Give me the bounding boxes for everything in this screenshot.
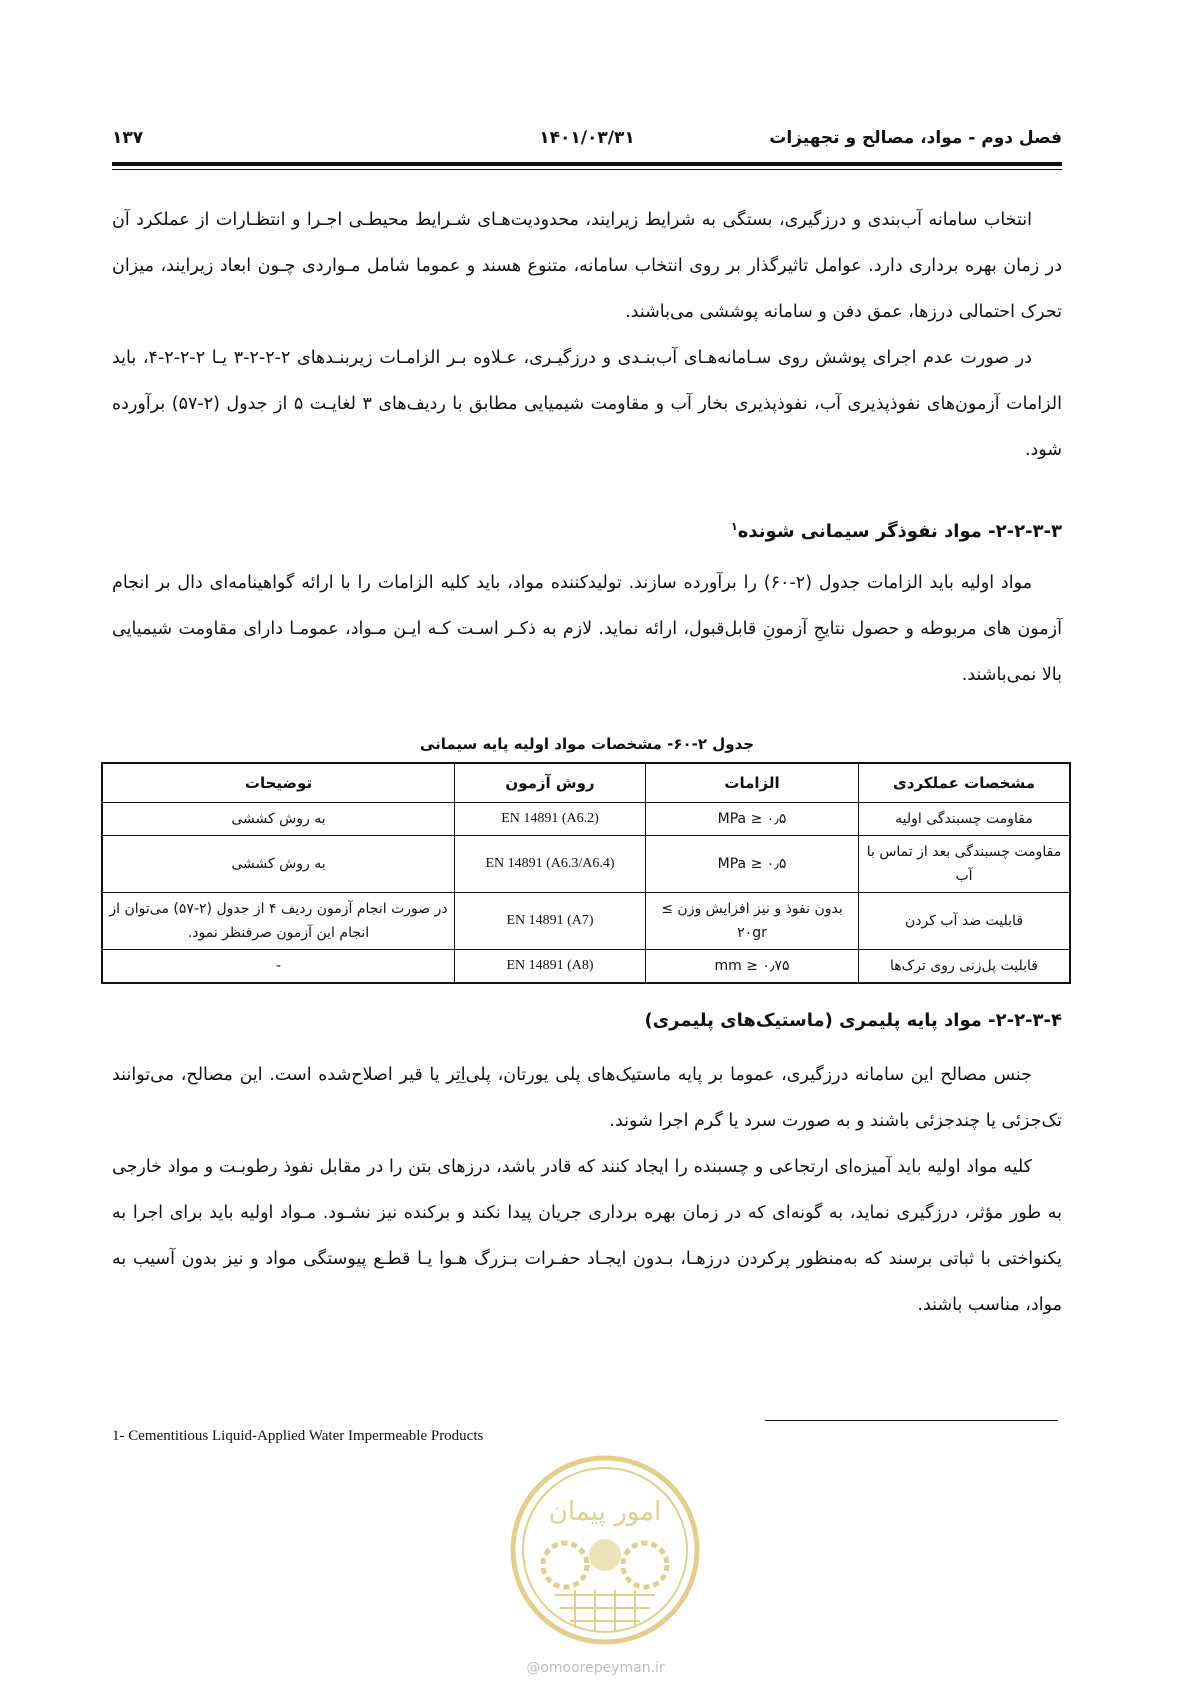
seal-logo [505,1450,705,1650]
cell-requirement: ۰٫۵ ≤ MPa [646,836,859,893]
cell-note: - [102,950,455,984]
header-method: روش آزمون [455,763,646,803]
table-row [102,836,1070,893]
intro-section [112,197,1062,473]
seal-text: امور پیمان [548,1497,662,1527]
section4-paragraph-2: کلیه مواد اولیه باید آمیزه‌ای ارتجاعی و چسبنده را ایجاد کنند که قادر باشد، درزهای بتن را در مقابل نفوذ رطوبـت و مواد خارجی به طور مؤثر، درزگیری نماید، به گونه‌ای که در زمان بهره برداری جریان پیدا نکند و برکنده نیز نشـود. مـواد اولیه باید برای اجرا به یکنواختی با ثباتی برسند که به‌منظور پرکردن درزهـا، بـدون ایجـاد حفـرات بـزرگ هـوا یـا قطـع پیوستگی مواد و نیز بدون آسیب به مواد، مناسب باشند. [112,1157,1062,1315]
cell-requirement: ۰٫۷۵ ≤ mm [646,950,859,984]
header-spec: مشخصات عملکردی [859,763,1071,803]
cell-spec: مقاومت چسبندگی بعد از تماس با آب [859,836,1071,893]
section3-body [112,560,1062,698]
cell-note: در صورت انجام آزمون ردیف ۴ از جدول (۲-۵۷) می‌توان از انجام این آزمون صرفنظر نمود. [102,893,455,950]
section3-paragraph: مواد اولیه باید الزامات جدول (۲-۶۰) را برآورده سازند. تولیدکننده مواد، باید کلیه الزامات را با ارائه گواهینامه‌ای دال بر انجام آزمون های مربوطه و حصول نتایجِ آزمونِ قابل‌قبول، ارائه نماید. لازم به ذکـر اسـت کـه ایـن مـواد، عمومـا دارای مقاومت شیمیایی بالا نمی‌باشند. [112,573,1062,685]
table-header-row [102,763,1070,803]
intro-paragraph-2: در صورت عدم اجرای پوشش روی سـامانه‌هـای آب‌بنـدی و درزگیـری، عـلاوه بـر الزامـات زیربنـدهای ۲-۲-۲-۳ یـا ۲-۲-۲-۴، باید الزامات آزمون‌های نفوذپذیری آب، نفوذپذیری بخار آب و مقاومت شیمیایی مطابق با ردیف‌های ۳ لغایـت ۵ از جدول (۲-۵۷) برآورده شود. [112,348,1063,460]
cell-spec: مقاومت چسبندگی اولیه [859,803,1071,836]
cell-spec: قابلیت ضد آب کردن [859,893,1071,950]
table-row [102,803,1070,836]
page-header [112,128,1062,156]
cell-note: به روش کششی [102,803,455,836]
watermark-text: @omoorepeyman.ir [526,1660,665,1676]
header-requirement: الزامات [646,763,859,803]
cell-note: به روش کششی [102,836,455,893]
header-rule-thick [112,162,1062,166]
header-date: ۱۴۰۱/۰۳/۳۱ [539,128,635,148]
cell-method: EN 14891 (A6.3/A6.4) [455,836,646,893]
section4-body [112,1052,1062,1328]
header-notes: توضیحات [102,763,455,803]
cell-spec: قابلیت پل‌زنی روی ترک‌ها [859,950,1071,984]
section4-paragraph-1: جنس مصالح این سامانه درزگیری، عموما بر پایه ماستیک‌های پلی یورتان، پلی‌اِتِر یا قیر اصلاح‌شده است. این مصالح، می‌توانند تک‌جزئی یا چندجزئی باشند و به صورت سرد یا گرم اجرا شوند. [112,1065,1062,1131]
section-title: ۲-۲-۳-۳- مواد نفوذگر سیمانی شونده [737,521,1062,542]
footnote-mark: ۱ [731,520,738,533]
cell-requirement: ۰٫۵ ≤ MPa [646,803,859,836]
table-caption: جدول ۲-۶۰- مشخصات مواد اولیه پایه سیمانی [419,735,755,753]
table-row [102,893,1070,950]
spec-table [101,762,1071,984]
intro-paragraph-1: انتخاب سامانه آب‌بندی و درزگیری، بستگی به شرایط زیرایند، محدودیت‌هـای شـرایط محیطـی اجـرا و انتظـارات از عملکرد آن در زمان بهره برداری دارد. عوامل تاثیرگذار بر روی انتخاب سامانه، متنوع هسند و عموما شامل مـواردی چـون ابعاد زیرایند، میزان تحرک احتمالی درزها، عمق دفن و سامانه پوششی می‌باشند. [112,210,1062,322]
footnote-text: 1- Cementitious Liquid-Applied Water Impermeable Products [112,1428,484,1444]
header-rule-thin [112,169,1062,170]
table-row [102,950,1070,984]
section-heading-3 [112,520,1062,542]
cell-requirement: بدون نفوذ و نیز افزایش وزن ≥ ۲۰gr [646,893,859,950]
cell-method: EN 14891 (A7) [455,893,646,950]
cell-method: EN 14891 (A8) [455,950,646,984]
cell-method: EN 14891 (A6.2) [455,803,646,836]
page-number: ۱۳۷ [112,128,144,148]
section-heading-4: ۲-۲-۳-۴- مواد پایه پلیمری (ماستیک‌های پلیمری) [644,1010,1062,1031]
footnote-rule [765,1420,1058,1421]
chapter-title: فصل دوم - مواد، مصالح و تجهیزات [769,128,1062,148]
